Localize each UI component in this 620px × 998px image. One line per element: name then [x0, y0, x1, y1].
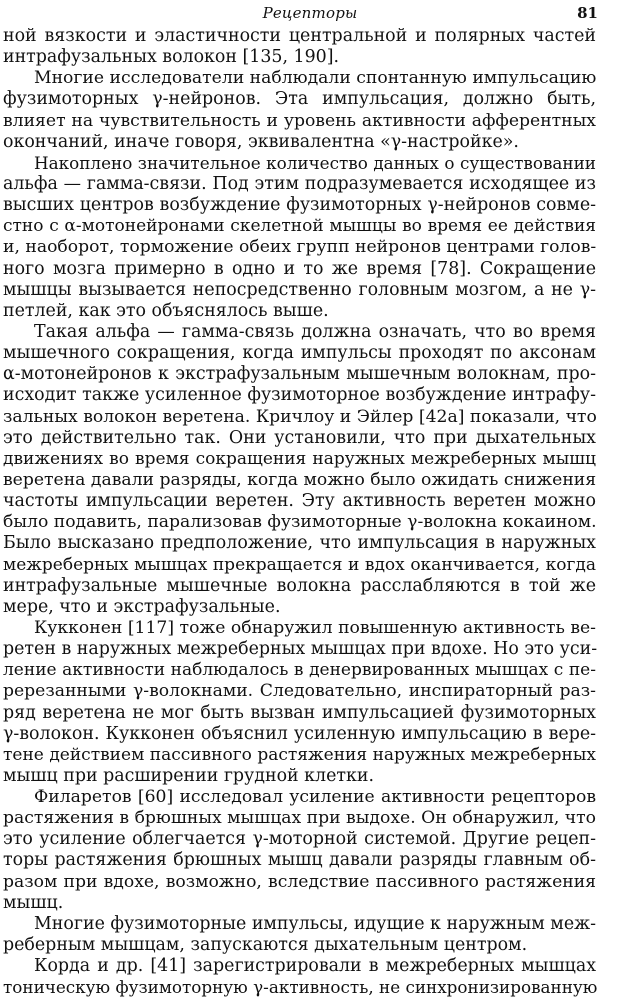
- text-line: ного мозга примерно в одно и то же время [78]. Сокращение: [3, 258, 596, 279]
- text-line: исходит также усиленное фузимоторное возбуждение интрафу-: [3, 385, 596, 406]
- text-line: высших центров возбуждение фузимоторных γ-нейронов совме-: [3, 195, 596, 216]
- text-line: тоническую фузимоторную γ-активность, не синхронизированную: [3, 977, 598, 998]
- text-line: движениях во время сокращения наружных межреберных мышц: [3, 448, 596, 469]
- text-line: стно с α-мотонейронами скелетной мышцы во время ее действия: [3, 216, 596, 237]
- text-line: межреберных мышцах прекращается и вдох оканчивается, когда: [3, 554, 596, 575]
- text-line: альфа — гамма-связи. Под этим подразумевается исходящее из: [3, 173, 596, 194]
- text-line: Многие фузимоторные импульсы, идущие к наружным меж-: [34, 913, 596, 934]
- text-line: разом при вдохе, возможно, вследствие пассивного растяжения: [3, 871, 596, 892]
- text-line: ряд веретена не мог быть вызван импульсацией фузимоторных: [3, 702, 596, 723]
- text-line: Кукконен [117] тоже обнаружил повышенную активность ве-: [34, 617, 596, 638]
- text-line: торы растяжения брюшных мышц давали разряды главным об-: [3, 850, 596, 871]
- text-line: ление активности наблюдалось в денервированных мышцах с пе-: [3, 660, 596, 681]
- text-line: веретена давали разряды, когда можно было ожидать снижения: [3, 469, 597, 490]
- text-line: было подавить, парализовав фузимоторные γ-волокна кокаином.: [3, 512, 597, 533]
- text-line: реберным мышцам, запускаются дыхательным центром.: [3, 935, 528, 956]
- text-line: частоты импульсации веретен. Эту активность веретен можно: [3, 491, 596, 512]
- text-line: мышц при расширении грудной клетки.: [3, 765, 374, 786]
- text-line: окончаний, иначе говоря, эквивалентна «γ-настройке».: [3, 131, 519, 152]
- text-line: интрафузальных волокон [135, 190].: [3, 47, 340, 68]
- text-line: растяжения в брюшных мышцах при выдохе. Он обнаружил, что: [3, 808, 596, 829]
- text-line: мышечного сокращения, когда импульсы проходят по аксонам: [3, 343, 596, 364]
- text-line: интрафузальные мышечные волокна расслабляются в той же: [3, 575, 596, 596]
- text-line: α-мотонейронов к экстрафузальным мышечным волокнам, про-: [3, 364, 596, 385]
- running-head: [0, 2, 620, 26]
- text-line: ретен в наружных межреберных мышцах при вдохе. Но это уси-: [3, 639, 598, 660]
- text-line: влияет на чувствительность и уровень активности афферентных: [3, 110, 596, 131]
- running-title: Рецепторы: [262, 4, 358, 22]
- text-line: зальных волокон веретена. Кричлоу и Эйлер [42а] показали, что: [3, 406, 597, 427]
- text-line: мышцы вызывается непосредственно головным мозгом, а не γ-: [3, 279, 596, 300]
- text-line: это усиление облегчается γ-моторной системой. Другие рецеп-: [3, 829, 596, 850]
- text-line: петлей, как это объяснялось выше.: [3, 300, 329, 321]
- text-line: мере, что и экстрафузальные.: [3, 596, 281, 617]
- text-line: ной вязкости и эластичности центральной и полярных частей: [3, 26, 596, 46]
- body-text: [0, 26, 620, 998]
- text-line: ререзанными γ-волокнами. Следовательно, инспираторный раз-: [3, 681, 596, 702]
- text-line: мышц.: [3, 892, 64, 913]
- text-line: это действительно так. Они установили, что при дыхательных: [3, 427, 596, 448]
- text-line: тене действием пассивного растяжения наружных межреберных: [3, 744, 596, 765]
- text-line: Корда и др. [41] зарегистрировали в межреберных мышцах: [34, 956, 596, 977]
- page-number: 81: [577, 4, 598, 22]
- text-line: и, наоборот, торможение обеих групп нейронов центрами голов-: [3, 237, 597, 258]
- text-line: γ-волокон. Кукконен объяснил усиленную импульсацию в вере-: [3, 723, 596, 744]
- text-line: Было высказано предположение, что импульсация в наружных: [3, 533, 596, 554]
- text-line: Такая альфа — гамма-связь должна означать, что во время: [34, 321, 596, 342]
- text-line: Многие исследователи наблюдали спонтанную импульсацию: [34, 68, 597, 89]
- text-line: фузимоторных γ-нейронов. Эта импульсация, должно быть,: [3, 89, 596, 110]
- text-line: Накоплено значительное количество данных о существовании: [34, 152, 596, 173]
- text-line: Филаретов [60] исследовал усиление активности рецепторов: [34, 787, 596, 808]
